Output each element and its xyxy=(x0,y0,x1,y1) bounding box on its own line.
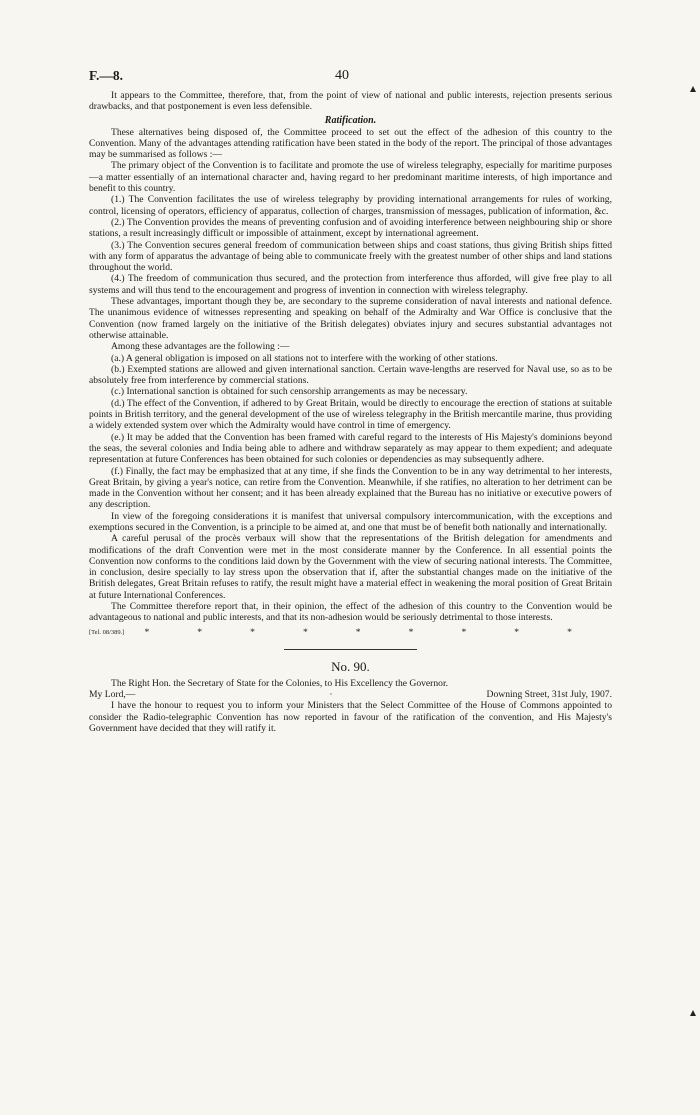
asterisk: * xyxy=(355,627,361,639)
document-page xyxy=(89,68,612,734)
asterisk: * xyxy=(408,627,414,639)
paragraph: (d.) The effect of the Convention, if adhered to by Great Britain, would be directly to encourage the erection of stations at suitable points in British territory, and the general development of the use of wireless telegraphy in the British mercantile marine, thus providing a widely extended system over which the Admiralty would have control in time of emergency. xyxy=(89,397,612,432)
asterisk: * xyxy=(461,627,467,639)
paragraph: These advantages, important though they be, are secondary to the supreme consideration of naval interests and national defence. The unanimous evidence of witnesses representing and speaking on behalf of the Admiralty and War Office is conclusive that the Convention (now framed largely on the initiative of the British delegates) obviates injury and secures substantial advantages not otherwise attainable. xyxy=(89,296,612,341)
asterisk: * xyxy=(302,627,308,639)
paragraph: These alternatives being disposed of, the Committee proceed to set out the effect of the adhesion of this country to the Convention. Many of the advantages attending ratification have been stated in the body of the report. The principal of those advantages may be summarised as follows :— xyxy=(89,126,612,161)
asterisk: * xyxy=(514,627,520,639)
paragraph: Among these advantages are the following :— xyxy=(111,341,290,353)
asterisk: * xyxy=(250,627,255,639)
stray-mark: · xyxy=(329,688,333,700)
asterisk-row xyxy=(144,627,612,638)
section-heading: Ratification. xyxy=(324,114,377,126)
document-number: No. 90. xyxy=(331,658,370,674)
paragraph: (e.) It may be added that the Convention has been framed with careful regard to the interests of His Majesty's dominions beyond the seas, the several colonies and India being able to adhere and withdraw separately as may appear to them expedient; and adequate representation at future Conferences has been obtained for such colonies or dependencies as may subsequently adhere. xyxy=(89,431,612,466)
document-reference: F.—8. xyxy=(89,68,124,83)
paragraph: (a.) A general obligation is imposed on all stations not to interfere with the working of other stations. xyxy=(111,352,498,364)
paragraph: It appears to the Committee, therefore, that, from the point of view of national and public interests, rejection presents serious drawbacks, and that postponement is even less defensible. xyxy=(89,90,612,113)
page-number: 40 xyxy=(335,68,349,83)
letter-body: I have the honour to request you to inform your Ministers that the Select Committee of the House of Commons appointed to consider the Radio-telegraphic Convention has now reported in favour of the ratification of the convention, and His Majesty's Government have decided that they will ratify it. xyxy=(89,700,612,734)
asterisk: * xyxy=(144,627,150,639)
paragraph: (b.) Exempted stations are allowed and given international sanction. Certain wave-lengths are reserved for Naval use, so as to be absolutely free from interference by commercial stations. xyxy=(89,363,612,387)
asterisk: * xyxy=(197,627,203,639)
paragraph: (1.) The Convention facilitates the use of wireless telegraphy by providing international arrangements for rules of working, control, licensing of operators, efficiency of apparatus, collection of charges, transmission of messages, publication of information, &c. xyxy=(89,194,612,217)
letter-salutation-line xyxy=(89,689,612,700)
salutation: My Lord,— xyxy=(89,688,136,700)
page-header xyxy=(89,68,612,90)
paragraph: In view of the foregoing considerations it is manifest that universal compulsory intercommunication, with the exceptions and exemptions secured in the Convention, is a principle to be aimed at, and one that must be of benefit both nationally and internationally. xyxy=(89,510,612,533)
paragraph: (3.) The Convention secures general freedom of communication between ships and coast stations, thus giving British ships fitted with any form of apparatus the advantage of being able to communicate freely with the greatest number of other ships and land stations throughout the world. xyxy=(89,239,612,274)
place-and-date: Downing Street, 31st July, 1907. xyxy=(486,688,612,700)
paragraph: A careful perusal of the procès verbaux will show that the representations of the British delegation for amendments and modifications of the draft Convention were met in the most considerate manner by the Conference. In all essential points the Convention now conforms to the conditions laid down by the Government with the view of securing national interests. The Committee, in conclusion, desire specially to lay stress upon the observation that if, after the substantial changes made on the initiative of the British delegates, Great Britain refuses to ratify, the result might have a material effect in weakening the moral position of Great Britain at future International Conferences. xyxy=(89,533,612,601)
margin-mark-top xyxy=(690,86,696,92)
divider xyxy=(284,649,417,650)
letter-addressing: The Right Hon. the Secretary of State for the Colonies, to His Excellency the Governor. xyxy=(111,677,449,689)
body-text xyxy=(89,127,612,624)
asterisk: * xyxy=(567,627,572,639)
body-text-intro xyxy=(89,90,612,113)
telegram-reference: [Tel. 08/389.] xyxy=(89,629,125,637)
paragraph: The Committee therefore report that, in their opinion, the effect of the adhesion of this country to the Convention would be advantageous to national and public interests, and that its non-adhesion would be seriously detrimental to those interests. xyxy=(89,601,612,624)
paragraph: (4.) The freedom of communication thus secured, and the protection from interference thus afforded, will give free play to all systems and will thus tend to the encouragement and progress of invention in connection with wireless telegraphy. xyxy=(89,273,612,296)
paragraph: (2.) The Convention provides the means of preventing confusion and of avoiding interference between neighbouring ship or shore stations, a result increasingly difficult or impossible of attainment, except by international agreement. xyxy=(89,216,612,240)
paragraph: (f.) Finally, the fact may be emphasized that at any time, if she finds the Convention to be in any way detrimental to her interests, Great Britain, by giving a year's notice, can retire from the Convention. Meanwhile, if she ratifies, no alteration to her detriment can be made in the Convention without her consent; and it has been already explained that the Bureau has no initiative or executive powers of any description. xyxy=(89,465,612,511)
section-break xyxy=(89,627,612,639)
paragraph: (c.) International sanction is obtained for such censorship arrangements as may be necessary. xyxy=(111,386,468,398)
paragraph: The primary object of the Convention is to facilitate and promote the use of wireless telegraphy, especially for maritime purposes—a matter essentially of an international character and, having regard to her predominant maritime interests, of high importance and benefit to this country. xyxy=(89,160,612,195)
margin-mark-bottom xyxy=(690,1010,696,1016)
